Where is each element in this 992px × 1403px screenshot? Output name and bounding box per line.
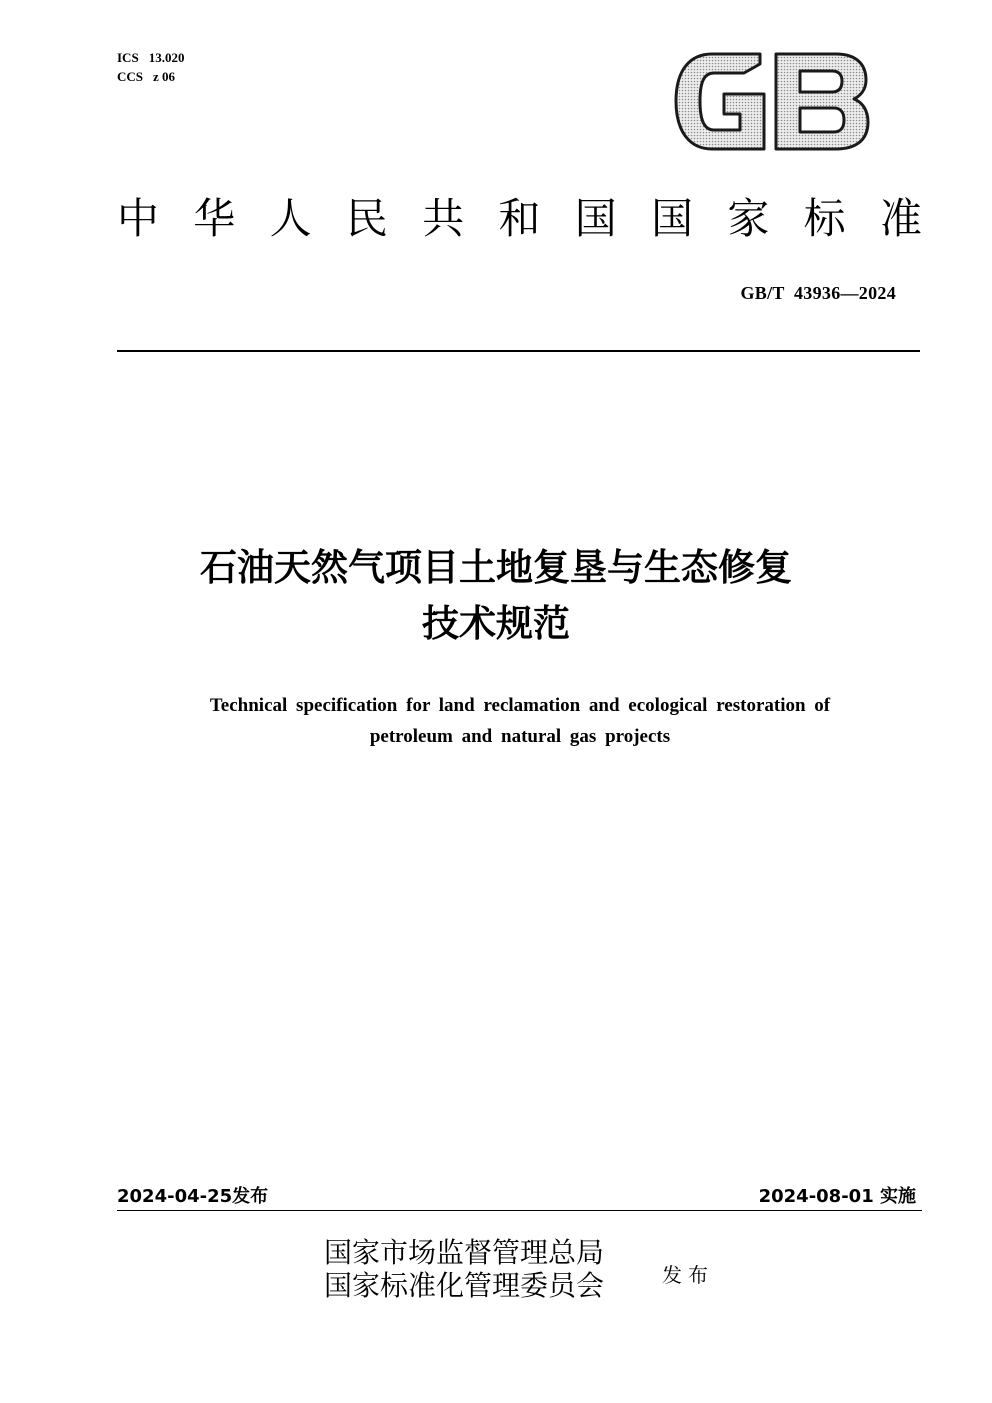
gb-logo-icon: [672, 50, 872, 153]
heading-char: 家: [727, 194, 770, 243]
ccs-label: CCS: [117, 69, 144, 84]
issue-action: 发布: [662, 1263, 714, 1287]
heading-char: 共: [422, 194, 465, 243]
footer-divider: [117, 1210, 922, 1211]
heading-char: 标: [803, 194, 846, 243]
heading-char: 国: [651, 194, 694, 243]
chinese-title-line1: 石油天然气项目土地复垦与生态修复: [200, 546, 792, 589]
national-standard-heading: [117, 188, 922, 250]
ccs-value: z 06: [153, 69, 176, 84]
issuer-samr: 国家市场监督管理总局: [324, 1236, 605, 1269]
english-title-line1: Technical specification for land reclamation and ecological restoration of: [209, 695, 831, 716]
english-title: [150, 690, 890, 752]
issuer-sac: 国家标准化管理委员会: [324, 1269, 605, 1302]
heading-char: 民: [345, 194, 388, 243]
heading-char: 和: [498, 194, 541, 243]
classification-codes: [117, 48, 184, 86]
heading-char: 准: [879, 194, 922, 243]
implementation-date: 2024-08-01 实施: [758, 1186, 916, 1207]
heading-char: 中: [117, 194, 160, 243]
issuing-organizations: [324, 1236, 604, 1302]
header-divider: [117, 350, 920, 352]
standard-number: GB/T 43936—2024: [740, 283, 896, 303]
chinese-title: [0, 540, 992, 652]
ics-value: 13.020: [148, 50, 185, 65]
heading-char: 华: [193, 194, 236, 243]
ccs-code: [117, 67, 184, 86]
heading-char: 人: [269, 194, 312, 243]
issue-date: 2024-04-25发布: [117, 1186, 269, 1207]
ics-code: [117, 48, 184, 67]
ics-label: ICS: [117, 50, 139, 65]
chinese-title-line2: 技术规范: [422, 602, 570, 645]
heading-char: 国: [574, 194, 617, 243]
english-title-line2: petroleum and natural gas projects: [369, 726, 671, 747]
